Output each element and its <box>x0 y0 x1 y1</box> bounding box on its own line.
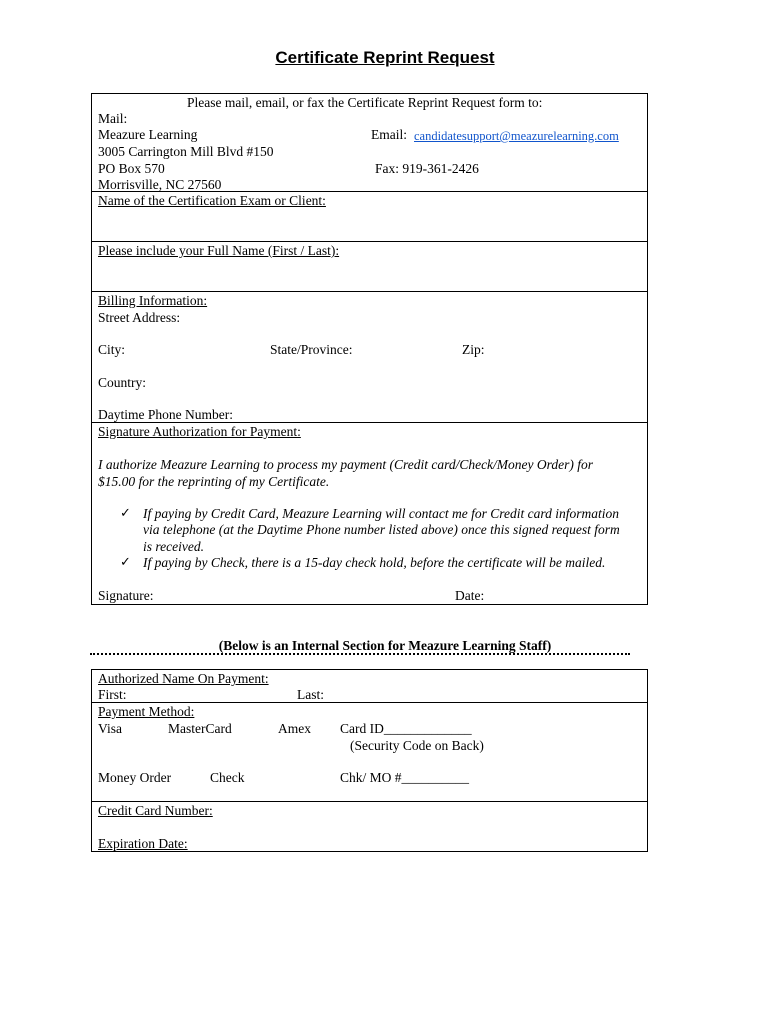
zip-label: Zip: <box>462 342 485 357</box>
exam-name-label: Name of the Certification Exam or Client: <box>98 193 326 208</box>
authorized-name-section[interactable] <box>92 670 647 703</box>
amex-option[interactable]: Amex <box>278 721 311 736</box>
bullet-credit-card-2: via telephone (at the Daytime Phone number listed above) once this signed request form <box>143 522 620 537</box>
chk-mo-field[interactable]: Chk/ MO #__________ <box>340 770 470 785</box>
date-label: Date: <box>455 588 485 603</box>
authorization-statement-2: $15.00 for the reprinting of my Certificate. <box>98 474 330 489</box>
mail-label: Mail: <box>98 111 128 126</box>
card-id-field[interactable]: Card ID_____________ <box>340 721 472 736</box>
full-name-label: Please include your Full Name (First / Last): <box>98 243 340 258</box>
authorized-name-label: Authorized Name On Payment: <box>98 671 269 686</box>
city-label: City: <box>98 342 126 357</box>
email-label: Email: <box>371 127 407 142</box>
authorization-section[interactable] <box>92 423 647 604</box>
page-title: Certificate Reprint Request <box>275 48 495 67</box>
bullet-credit-card-1: If paying by Credit Card, Meazure Learning will contact me for Credit card information <box>143 506 619 521</box>
fax-number: Fax: 919-361-2426 <box>375 161 479 176</box>
email-link[interactable]: candidatesupport@meazurelearning.com <box>414 129 619 143</box>
contact-section <box>92 94 647 192</box>
state-label: State/Province: <box>270 342 353 357</box>
money-order-option[interactable]: Money Order <box>98 770 172 785</box>
billing-heading: Billing Information: <box>98 293 208 308</box>
credit-card-section[interactable] <box>92 802 647 851</box>
last-label: Last: <box>297 687 324 702</box>
first-label: First: <box>98 687 127 702</box>
payment-method-section[interactable] <box>92 703 647 802</box>
exam-name-section[interactable] <box>92 192 647 242</box>
internal-form <box>91 669 648 852</box>
company-name: Meazure Learning <box>98 127 198 142</box>
street-address-label: Street Address: <box>98 310 181 325</box>
address-line-2: PO Box 570 <box>98 161 165 176</box>
payment-method-label: Payment Method: <box>98 704 195 719</box>
country-label: Country: <box>98 375 147 390</box>
security-code-note: (Security Code on Back) <box>350 738 484 753</box>
expiration-date-label: Expiration Date: <box>98 836 188 851</box>
dotted-divider <box>90 653 630 655</box>
internal-section-heading: (Below is an Internal Section for Meazure Learning Staff) <box>218 638 552 653</box>
authorization-statement-1: I authorize Meazure Learning to process my payment (Credit card/Check/Money Order) for <box>98 457 594 472</box>
request-form <box>91 93 648 605</box>
address-line-3: Morrisville, NC 27560 <box>98 177 222 192</box>
checkmark-icon: ✓ <box>120 505 131 520</box>
checkmark-icon: ✓ <box>120 554 131 569</box>
check-option[interactable]: Check <box>210 770 245 785</box>
bullet-check: If paying by Check, there is a 15-day check hold, before the certificate will be mailed. <box>143 555 606 570</box>
phone-label: Daytime Phone Number: <box>98 407 233 422</box>
signature-label: Signature: <box>98 588 154 603</box>
credit-card-number-label: Credit Card Number: <box>98 803 213 818</box>
bullet-credit-card-3: is received. <box>143 539 204 554</box>
contact-intro: Please mail, email, or fax the Certificate Reprint Request form to: <box>187 95 543 110</box>
billing-section[interactable] <box>92 292 647 423</box>
authorization-heading: Signature Authorization for Payment: <box>98 424 301 439</box>
full-name-section[interactable] <box>92 242 647 292</box>
mastercard-option[interactable]: MasterCard <box>168 721 232 736</box>
visa-option[interactable]: Visa <box>98 721 122 736</box>
address-line-1: 3005 Carrington Mill Blvd #150 <box>98 144 274 159</box>
